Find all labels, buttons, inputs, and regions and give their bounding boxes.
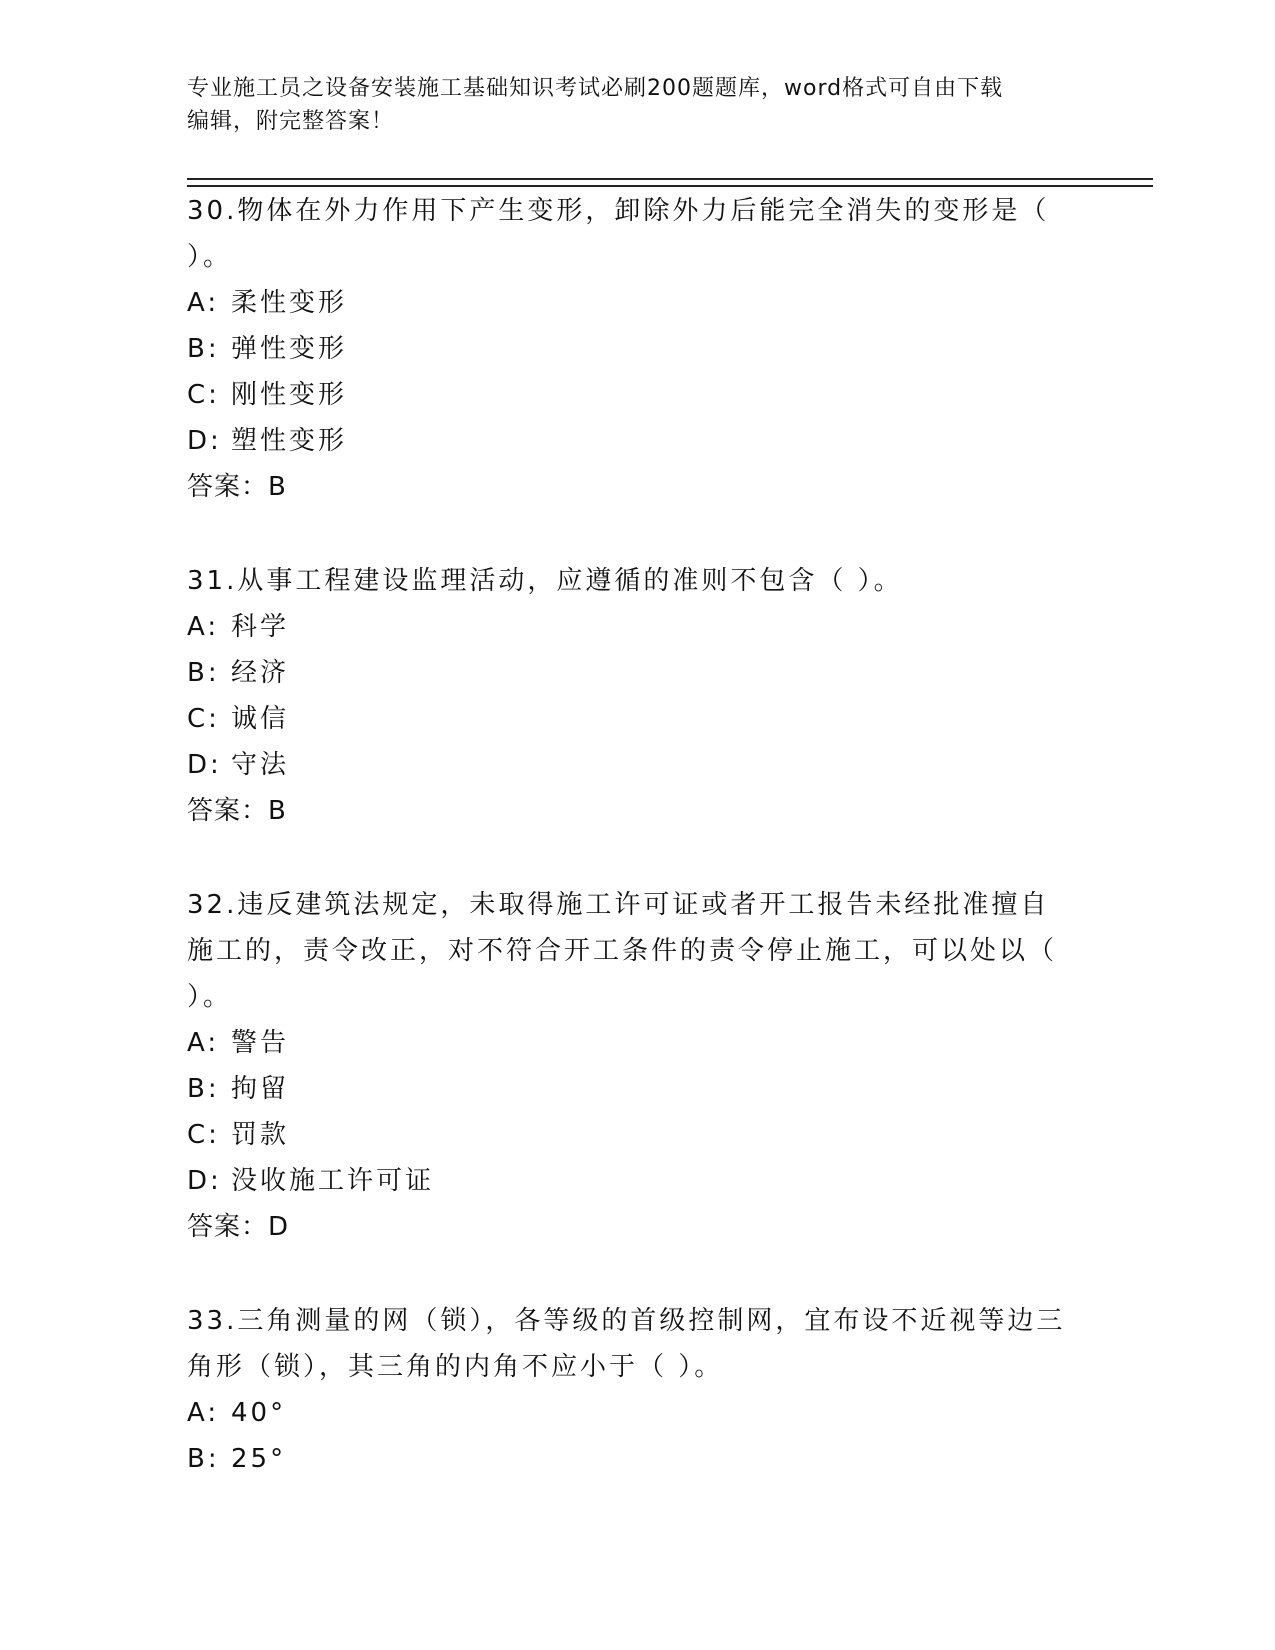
option-text: 25°	[231, 1444, 287, 1474]
question-32	[187, 882, 1077, 1250]
question-list	[187, 188, 1077, 1530]
option-text: 刚性变形	[231, 380, 348, 410]
answer-line: 答案：B	[187, 472, 287, 502]
option-text: 拘留	[231, 1074, 290, 1104]
option-a	[187, 1020, 1077, 1066]
question-text: 33.三角测量的网（锁），各等级的首级控制网，宜布设不近视等边三角形（锁），其三角的内角不应小于（ ）。	[187, 1306, 1066, 1382]
question-33	[187, 1298, 1077, 1482]
option-text: 经济	[231, 658, 290, 688]
option-key: D:	[187, 1166, 222, 1196]
option-text: 弹性变形	[231, 334, 348, 364]
option-a	[187, 1390, 1077, 1436]
option-c	[187, 696, 1077, 742]
option-b	[187, 650, 1077, 696]
option-text: 柔性变形	[231, 288, 348, 318]
option-d	[187, 742, 1077, 788]
question-text: 32.违反建筑法规定，未取得施工许可证或者开工报告未经批准擅自施工的，责令改正，对不符合开工条件的责令停止施工，可以处以（ ）。	[187, 890, 1058, 1012]
option-key: C:	[187, 704, 220, 734]
option-key: B:	[187, 1074, 220, 1104]
question-text: 31.从事工程建设监理活动，应遵循的准则不包含（ ）。	[187, 566, 903, 596]
option-key: B:	[187, 1444, 220, 1474]
question-31	[187, 558, 1077, 834]
option-text: 40°	[231, 1398, 287, 1428]
option-text: 守法	[231, 750, 290, 780]
option-text: 塑性变形	[231, 426, 348, 456]
answer-line: 答案：D	[187, 1212, 290, 1242]
option-d	[187, 1158, 1077, 1204]
option-key: C:	[187, 1120, 220, 1150]
question-30	[187, 188, 1077, 510]
header-line-2: 编辑，附完整答案！	[187, 109, 395, 134]
option-text: 诚信	[231, 704, 290, 734]
header-line-1: 专业施工员之设备安装施工基础知识考试必刷200题题库，word格式可自由下载	[187, 76, 1004, 101]
answer-line: 答案：B	[187, 796, 287, 826]
option-c	[187, 372, 1077, 418]
option-text: 罚款	[231, 1120, 290, 1150]
option-key: B:	[187, 658, 220, 688]
option-a	[187, 604, 1077, 650]
option-key: D:	[187, 426, 222, 456]
option-b	[187, 1436, 1077, 1482]
option-text: 警告	[231, 1028, 290, 1058]
option-b	[187, 1066, 1077, 1112]
option-key: D:	[187, 750, 222, 780]
option-key: A:	[187, 612, 220, 642]
option-key: C:	[187, 380, 220, 410]
option-d	[187, 418, 1077, 464]
question-text: 30.物体在外力作用下产生变形，卸除外力后能完全消失的变形是（ ）。	[187, 196, 1050, 272]
option-key: A:	[187, 1028, 220, 1058]
option-key: B:	[187, 334, 220, 364]
option-a	[187, 280, 1077, 326]
document-header	[187, 72, 1077, 138]
option-key: A:	[187, 1398, 220, 1428]
header-divider	[187, 178, 1153, 187]
option-c	[187, 1112, 1077, 1158]
option-text: 没收施工许可证	[231, 1166, 435, 1196]
option-key: A:	[187, 288, 220, 318]
option-b	[187, 326, 1077, 372]
option-text: 科学	[231, 612, 290, 642]
